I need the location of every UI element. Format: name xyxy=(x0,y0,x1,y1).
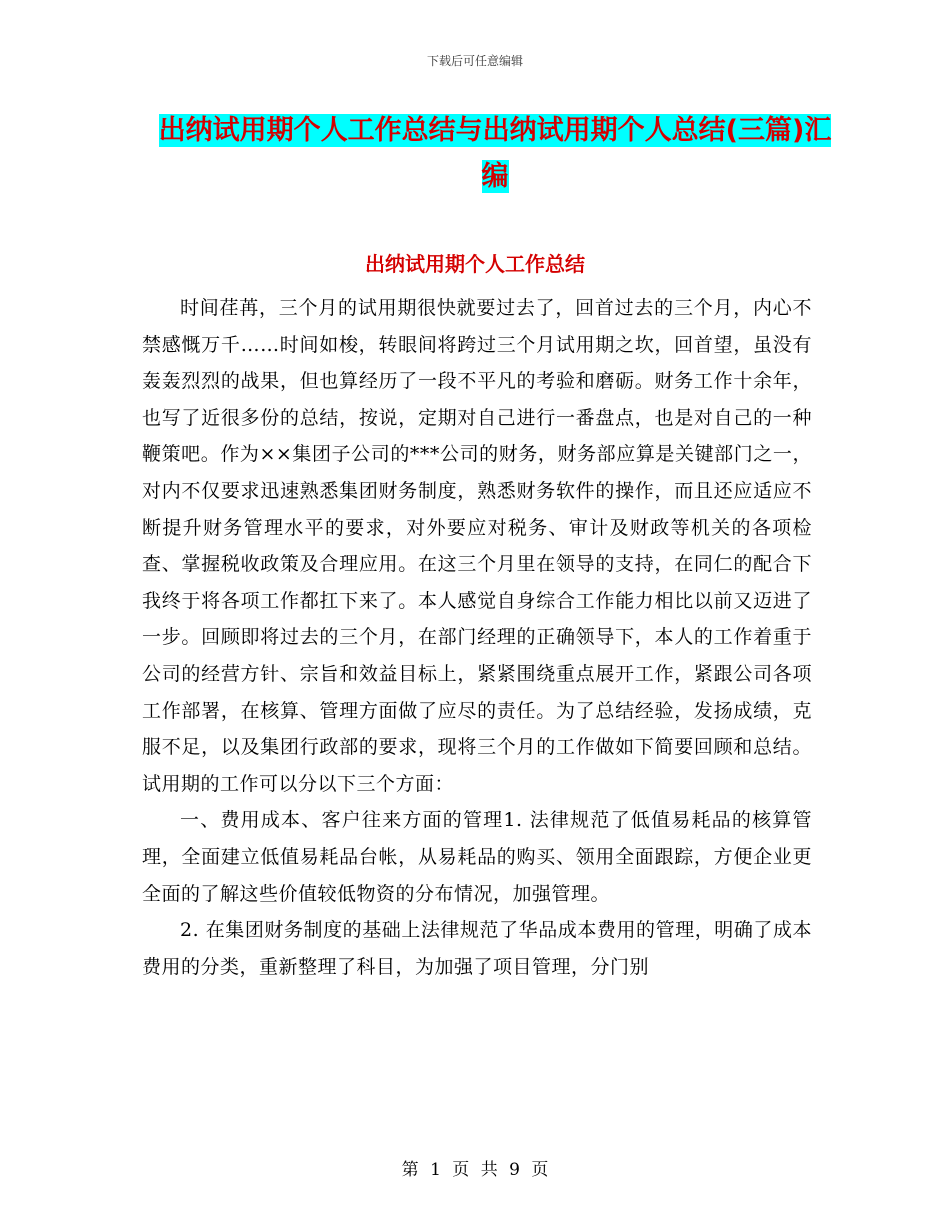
body-paragraph: 一、费用成本、客户往来方面的管理1. 法律规范了低值易耗品的核算管理，全面建立低值易耗品台帐，从易耗品的购买、领用全面跟踪，方便企业更全面的了解这些价值较低物资的分布情况，加强管理。 xyxy=(142,809,812,905)
document-title-text: 出纳试用期个人工作总结与出纳试用期个人总结(三篇)汇编 xyxy=(158,115,832,192)
page-header-note: 下载后可任意编辑 xyxy=(426,54,523,68)
body-paragraph: 时间荏苒，三个月的试用期很快就要过去了，回首过去的三个月，内心不禁感慨万千……时间如梭，转眼间将跨过三个月试用期之坎，回首望，虽没有轰轰烈烈的战果，但也算经历了一段不平凡的考验和磨砺。财务工作十余年，也写了近很多份的总结，按说，定期对自己进行一番盘点，也是对自己的一种鞭策吧。作为××集团子公司的***公司的财务，财务部应算是关键部门之一，对内不仅要求迅速熟悉集团财务制度，熟悉财务软件的操作，而且还应适应不断提升财务管理水平的要求，对外要应对税务、审计及财政等机关的各项检查、掌握税收政策及合理应用。在这三个月里在领导的支持，在同仁的配合下我终于将各项工作都扛下来了。本人感觉自身综合工作能力相比以前又迈进了一步。回顾即将过去的三个月，在部门经理的正确领导下，本人的工作着重于公司的经营方针、宗旨和效益目标上，紧紧围绕重点展开工作，紧跟公司各项工作部署，在核算、管理方面做了应尽的责任。为了总结经验，发扬成绩，克服不足，以及集团行政部的要求，现将三个月的工作做如下简要回顾和总结。试用期的工作可以分以下三个方面： xyxy=(142,297,812,795)
body-paragraph: 2. 在集团财务制度的基础上法律规范了华品成本费用的管理，明确了成本费用的分类，重新整理了科目，为加强了项目管理，分门别 xyxy=(142,919,812,978)
document-title xyxy=(150,108,840,200)
document-body xyxy=(142,290,812,985)
page-number-footer: 第 1 页 共 9 页 xyxy=(401,1160,549,1180)
section-title: 出纳试用期个人工作总结 xyxy=(365,252,585,276)
